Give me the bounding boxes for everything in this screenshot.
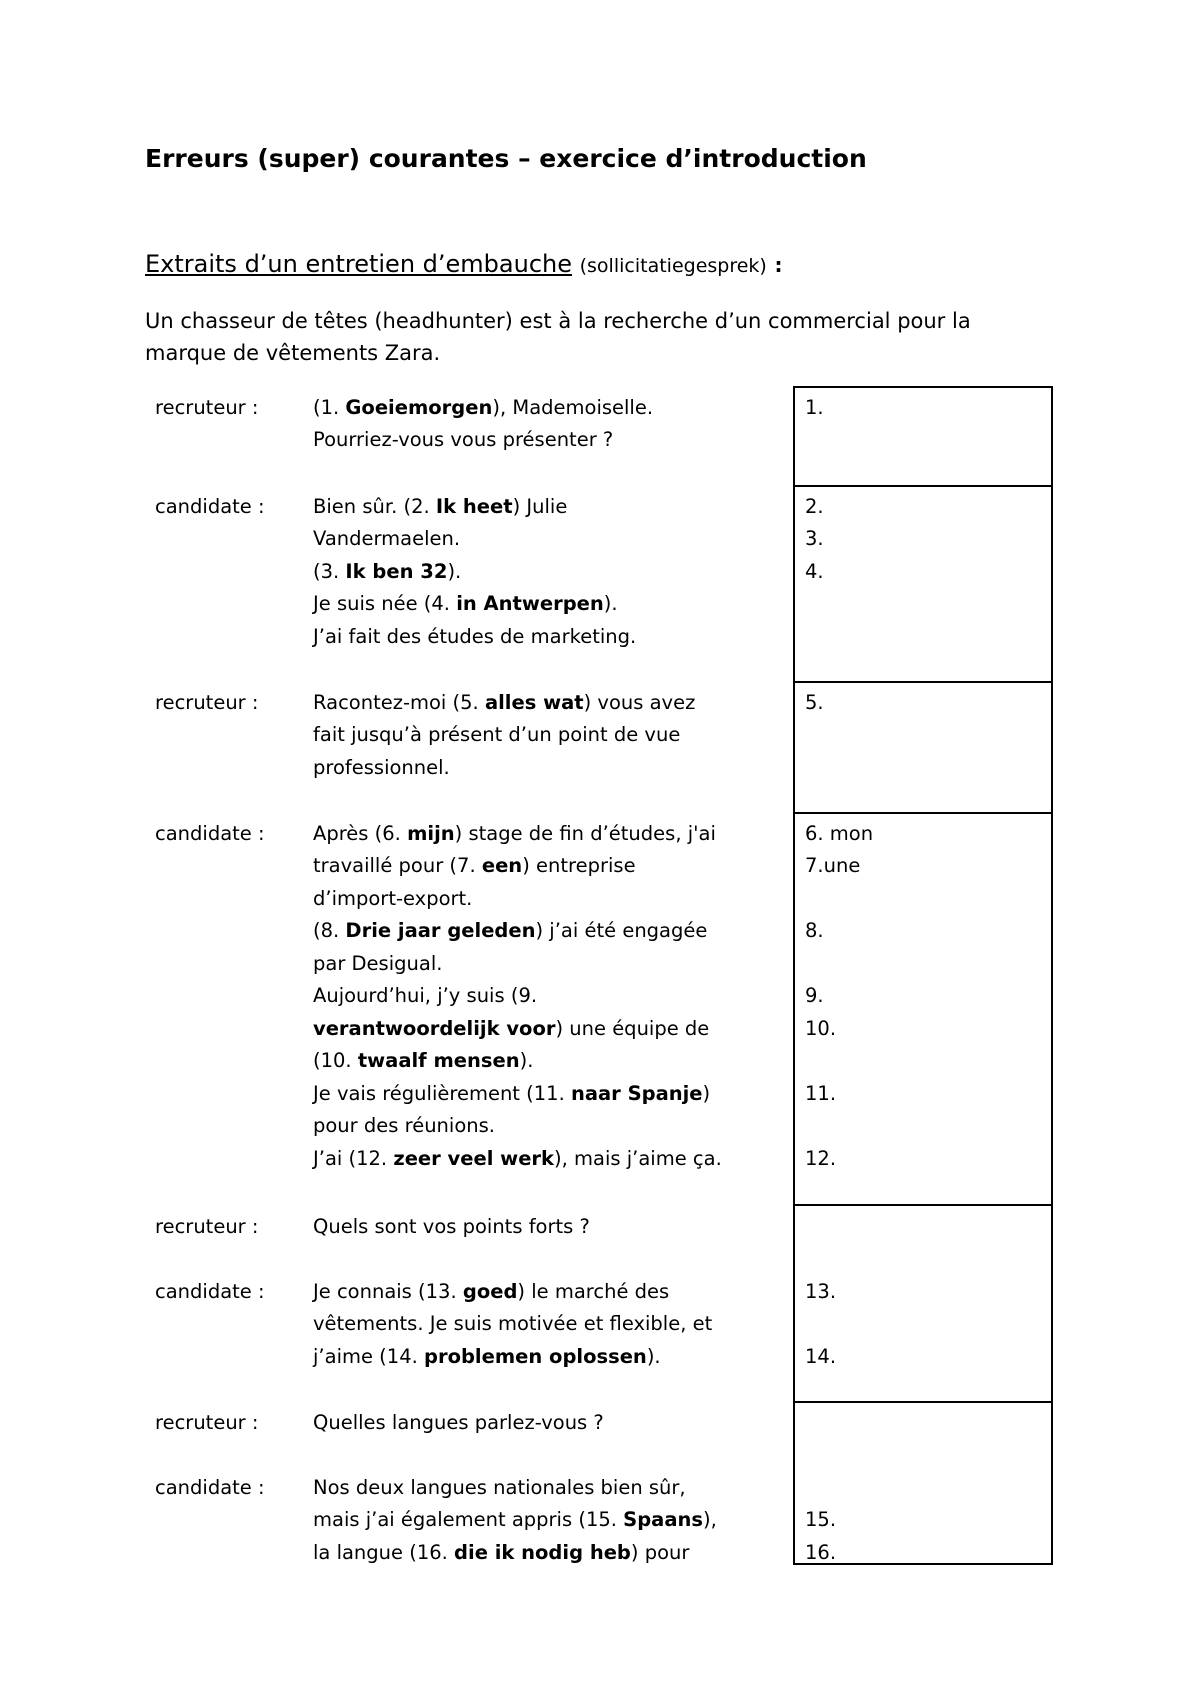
answer-box-2 <box>793 487 1053 683</box>
dialogue-line: (10. twaalf mensen). <box>313 1049 534 1072</box>
dialogue-line: vêtements. Je suis motivée et flexible, et <box>313 1312 713 1335</box>
dialogue-line: professionnel. <box>313 756 450 779</box>
speaker-label: recruteur : <box>155 691 259 714</box>
answer-field[interactable]: 3. <box>805 527 824 550</box>
speaker-label: candidate : <box>155 822 265 845</box>
dialogue-line: Quelles langues parlez-vous ? <box>313 1411 604 1434</box>
answer-field[interactable]: 6. mon <box>805 822 874 845</box>
subtitle-translation: (sollicitatiegesprek) <box>579 255 767 277</box>
dialogue-line: J’ai fait des études de marketing. <box>313 625 637 648</box>
dutch-term: goed <box>462 1280 518 1303</box>
dialogue-line: Racontez-moi (5. alles wat) vous avez <box>313 691 696 714</box>
dialogue-line: (1. Goeiemorgen), Mademoiselle. <box>313 396 654 419</box>
dialogue-line: Bien sûr. (2. Ik heet) Julie <box>313 495 568 518</box>
answer-field[interactable]: 4. <box>805 560 824 583</box>
answer-field[interactable]: 5. <box>805 691 824 714</box>
answer-field[interactable]: 15. <box>805 1508 837 1531</box>
dutch-term: een <box>481 854 523 877</box>
dutch-term: Spaans <box>623 1508 703 1531</box>
answer-field[interactable]: 14. <box>805 1345 837 1368</box>
dialogue-line: Aujourd’hui, j’y suis (9. <box>313 984 538 1007</box>
dialogue-line: Après (6. mijn) stage de fin d’études, j'ai <box>313 822 716 845</box>
dialogue-line: Nos deux langues nationales bien sûr, <box>313 1476 686 1499</box>
speaker-label: recruteur : <box>155 1215 259 1238</box>
answer-field[interactable]: 10. <box>805 1017 837 1040</box>
speaker-label: candidate : <box>155 1476 265 1499</box>
dialogue-line: d’import-export. <box>313 887 473 910</box>
dutch-term: alles wat <box>484 691 584 714</box>
dialogue-line: mais j’ai également appris (15. Spaans), <box>313 1508 717 1531</box>
answer-field[interactable]: 7.une <box>805 854 861 877</box>
dutch-term: in Antwerpen <box>456 592 604 615</box>
dutch-term: Ik heet <box>435 495 513 518</box>
dialogue-line: par Desigual. <box>313 952 443 975</box>
subtitle-underlined: Extraits d’un entretien d’embauche <box>145 250 572 278</box>
dialogue-line: verantwoordelijk voor) une équipe de <box>313 1017 710 1040</box>
subtitle-colon: : <box>774 253 783 277</box>
answer-field[interactable]: 8. <box>805 919 824 942</box>
answer-field[interactable]: 12. <box>805 1147 837 1170</box>
dutch-term: Goeiemorgen <box>345 396 493 419</box>
dutch-term: twaalf mensen <box>357 1049 520 1072</box>
dialogue-line: Je suis née (4. in Antwerpen). <box>313 592 618 615</box>
dialogue-line: travaillé pour (7. een) entreprise <box>313 854 636 877</box>
answer-box-1 <box>793 386 1053 487</box>
dialogue-line: (8. Drie jaar geleden) j’ai été engagée <box>313 919 708 942</box>
dialogue-line: j’aime (14. problemen oplossen). <box>313 1345 661 1368</box>
dutch-term: naar Spanje <box>570 1082 703 1105</box>
answer-field[interactable]: 9. <box>805 984 824 1007</box>
dialogue-line: Quels sont vos points forts ? <box>313 1215 590 1238</box>
answer-box-3 <box>793 683 1053 814</box>
speaker-label: candidate : <box>155 1280 265 1303</box>
answer-field[interactable]: 11. <box>805 1082 837 1105</box>
answer-field[interactable]: 1. <box>805 396 824 419</box>
intro-paragraph: Un chasseur de têtes (headhunter) est à la recherche d’un commercial pour la marque de vêtements Zara. <box>145 309 971 365</box>
dutch-term: zeer veel werk <box>393 1147 555 1170</box>
answer-field[interactable]: 13. <box>805 1280 837 1303</box>
speaker-label: candidate : <box>155 495 265 518</box>
dutch-term: Drie jaar geleden <box>345 919 536 942</box>
dialogue-line: Pourriez-vous vous présenter ? <box>313 428 614 451</box>
document-title: Erreurs (super) courantes – exercice d’introduction <box>145 144 867 173</box>
dutch-term: mijn <box>407 822 455 845</box>
dialogue-line: Je vais régulièrement (11. naar Spanje) <box>313 1082 711 1105</box>
dialogue-line: J’ai (12. zeer veel werk), mais j’aime ça. <box>313 1147 722 1170</box>
dialogue-line: la langue (16. die ik nodig heb) pour <box>313 1541 690 1564</box>
dutch-term: verantwoordelijk voor <box>313 1017 556 1040</box>
dutch-term: Ik ben 32 <box>345 560 448 583</box>
dialogue-line: fait jusqu’à présent d’un point de vue <box>313 723 681 746</box>
dialogue-line: Vandermaelen. <box>313 527 461 550</box>
dutch-term: problemen oplossen <box>424 1345 647 1368</box>
dialogue-line: pour des réunions. <box>313 1114 495 1137</box>
dialogue-line: (3. Ik ben 32). <box>313 560 462 583</box>
answer-field[interactable]: 2. <box>805 495 824 518</box>
section-subtitle <box>145 250 782 278</box>
dialogue-line: Je connais (13. goed) le marché des <box>313 1280 670 1303</box>
dutch-term: die ik nodig heb <box>454 1541 631 1564</box>
answer-field[interactable]: 16. <box>805 1541 837 1564</box>
speaker-label: recruteur : <box>155 396 259 419</box>
speaker-label: recruteur : <box>155 1411 259 1434</box>
